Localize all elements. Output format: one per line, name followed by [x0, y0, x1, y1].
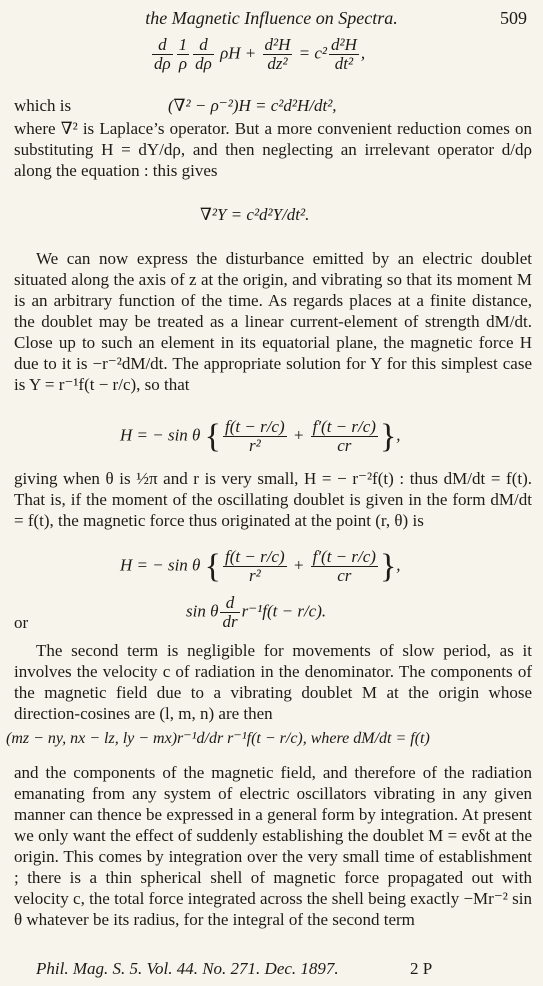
page-footer	[0, 958, 543, 980]
equation-6	[186, 594, 326, 631]
frac	[220, 594, 239, 631]
numerator: d²H	[331, 35, 357, 54]
frac	[329, 36, 359, 73]
eq-tail: ,	[396, 425, 401, 445]
running-title: the Magnetic Influence on Spectra.	[145, 8, 398, 28]
paragraph-4: The second term is negligible for movements of slow period, as it involves the velocity c of radiation in the denominator. The components of the magnetic field due to a vibrating doublet M at the origin whose direction-cosines are (l, m, n) are then	[14, 641, 532, 723]
denominator: cr	[337, 436, 352, 455]
denominator: r²	[248, 566, 261, 585]
denominator: dr	[222, 612, 238, 631]
numerator: f′(t − r/c)	[312, 417, 376, 436]
paragraph-5: and the components of the magnetic field, and therefore of the radiation emanating from any system of electric oscillators vibrating in any given manner can thence be expressed in a general form by integration. At present we only want the effect of suddenly establishing the doublet M = evδt at the origin. This comes by integration over the very small time of establishment ; there is a thin spherical shell of magnetic force propagated out with velocity c, the total force integrated across the shell being exactly −Mr⁻² sin θ whatever be its radius, for the integral of the second term	[14, 763, 532, 929]
equation-2-label: which is	[14, 96, 72, 115]
frac	[177, 36, 190, 73]
equation-7: (mz − ny, nx − lz, ly − mx)r⁻¹d/dr r⁻¹f(t − r/c), where dM/dt = f(t)	[6, 730, 430, 747]
numerator: 1	[178, 35, 188, 54]
signature-mark: 2 P	[410, 959, 433, 978]
eq-lead: H = − sin θ	[120, 555, 201, 575]
eq-equals: = c²	[298, 43, 328, 63]
numerator: f(t − r/c)	[225, 417, 285, 436]
numerator: d	[220, 594, 239, 613]
equation-4	[120, 418, 401, 455]
frac	[152, 36, 173, 73]
eq-plus: +	[292, 555, 305, 575]
equation-2: (∇² − ρ⁻²)H = c²d²H/dt²,	[168, 96, 337, 115]
equation-3: ∇²Y = c²d²Y/dt².	[200, 205, 310, 224]
eq-plus: +	[292, 425, 305, 445]
close-brace: }	[379, 418, 397, 455]
eq-tail: ,	[396, 555, 401, 575]
eq-mid: ρH +	[220, 43, 257, 63]
eq-tail: ,	[360, 43, 366, 63]
eq-tail: r⁻¹f(t − r/c).	[241, 601, 327, 621]
denominator: ρ	[178, 54, 187, 73]
paragraph-2: We can now express the disturbance emitted by an electric doublet situated along the axis of z at the origin, and vibrating so that its moment M is an arbitrary function of the time. As regards places at a finite distance, the doublet may be treated as a linear current-element of strength dM/dt. Close up to such an element in its equatorial plane, the magnetic force H due to it is −r⁻²dM/dt. The appropriate solution for Y for this simplest case is Y = r⁻¹f(t − r/c), so that	[14, 249, 532, 394]
denominator: dt²	[334, 54, 354, 73]
denominator: dρ	[195, 54, 212, 73]
eq-lead: sin θ	[186, 601, 219, 621]
journal-citation: Phil. Mag. S. 5. Vol. 44. No. 271. Dec. 1897.	[36, 959, 339, 978]
numerator: d	[152, 36, 173, 55]
paragraph-1: where ∇² is Laplace’s operator. But a more convenient reduction comes on substituting H = dY/dρ, and then neglecting an irrelevant operator d/dρ along the equation : this gives	[14, 119, 532, 180]
eq-lead: H = − sin θ	[120, 425, 201, 445]
frac	[311, 418, 378, 455]
close-brace: }	[379, 548, 397, 585]
equation-1	[150, 36, 365, 73]
page-number: 509	[500, 8, 527, 28]
open-brace: {	[204, 548, 221, 585]
denominator: cr	[337, 566, 352, 585]
page-header	[0, 6, 543, 28]
equation-5	[120, 548, 401, 585]
open-brace: {	[204, 418, 221, 455]
frac	[223, 418, 287, 455]
numerator: f′(t − r/c)	[312, 547, 376, 566]
equation-6-label: or	[14, 613, 29, 632]
denominator: dρ	[154, 54, 171, 73]
frac	[311, 548, 378, 585]
frac	[263, 36, 293, 73]
denominator: r²	[248, 436, 261, 455]
numerator: d²H	[264, 35, 291, 54]
denominator: dz²	[267, 54, 288, 73]
paragraph-3: giving when θ is ½π and r is very small, H = − r⁻²f(t) : thus dM/dt = f(t). That is, if the moment of the oscillating doublet is given in the form dM/dt = f(t), the magnetic force thus originated at the point (r, θ) is	[14, 469, 532, 530]
frac	[193, 36, 214, 73]
frac	[223, 548, 287, 585]
numerator: d	[193, 36, 214, 55]
numerator: f(t − r/c)	[225, 547, 285, 566]
